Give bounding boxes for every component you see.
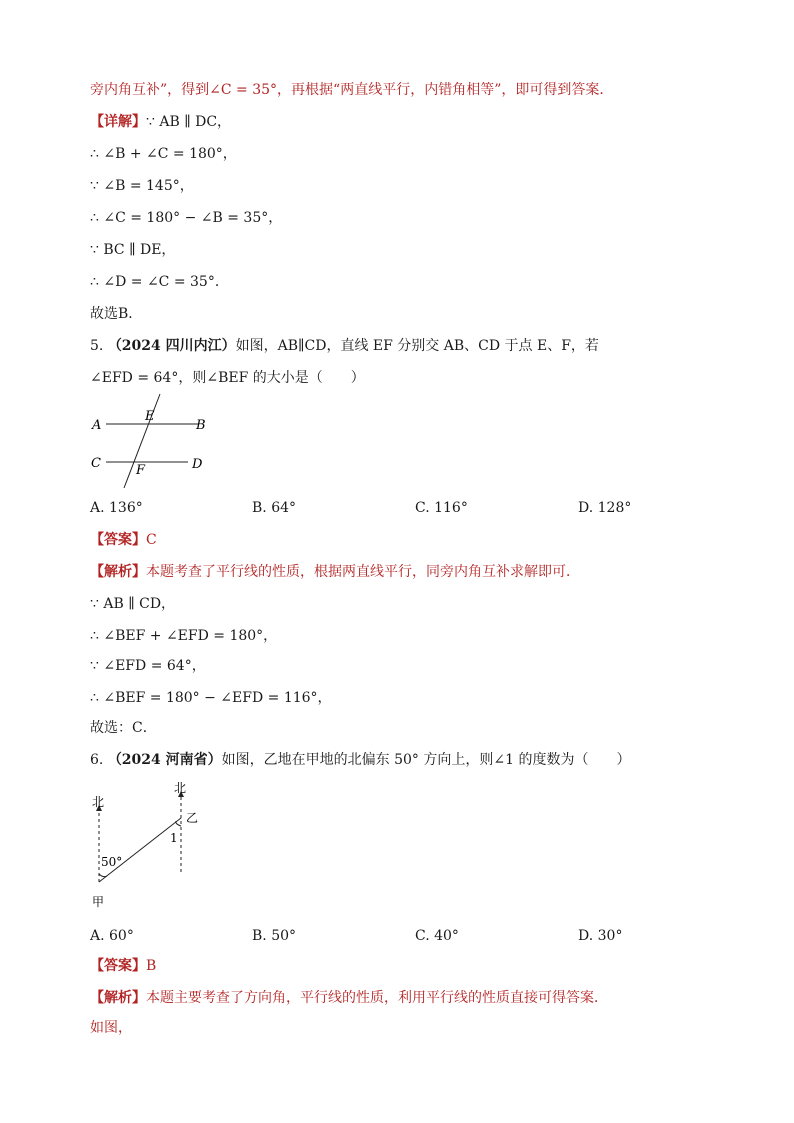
q5-choice-d[interactable]: D. 128° [578, 500, 632, 516]
label-yi: 乙 [186, 811, 199, 825]
q5-step-3: ∵ ∠EFD = 64°， [90, 658, 206, 674]
q6-analysis-label: 【解析】 [90, 990, 146, 1006]
q5-step-4: ∴ ∠BEF = 180° − ∠EFD = 116°， [90, 690, 332, 706]
q5-answer: C [146, 532, 157, 548]
jia-yi-line [99, 818, 181, 882]
q5-analysis-label: 【解析】 [90, 564, 146, 580]
q4-step-2: ∴ ∠B + ∠C = 180°， [90, 146, 237, 162]
q5-stem-1: 如图，AB∥CD，直线 EF 分别交 AB、CD 于点 E、F，若 [235, 338, 599, 354]
q6-number: 6. [90, 752, 104, 768]
q4-step-3: ∵ ∠B = 145°， [90, 178, 194, 194]
label-a: A [92, 418, 102, 433]
q5-conclusion: 故选：C． [90, 720, 157, 736]
q5-choice-c[interactable]: C. 116° [415, 500, 468, 516]
q4-step-1: ∵ AB ∥ DC， [146, 114, 232, 130]
q5-stem-2: ∠EFD = 64°，则∠BEF 的大小是（ ） [90, 370, 365, 386]
q6-choice-d[interactable]: D. 30° [578, 928, 623, 944]
q6-direction-figure [88, 778, 218, 910]
q5-choice-a[interactable]: A. 136° [90, 500, 143, 516]
q6-source: （2024 河南省） [107, 752, 222, 768]
q6-analysis: 本题主要考查了方向角，平行线的性质，利用平行线的性质直接可得答案． [146, 990, 608, 1006]
label-north-2: 北 [174, 781, 187, 795]
q5-number: 5. [90, 338, 104, 354]
q6-stem-line [90, 750, 630, 770]
label-c: C [91, 456, 101, 471]
q4-step-5: ∵ BC ∥ DE， [90, 242, 176, 258]
label-f: F [136, 463, 146, 478]
label-e: E [145, 409, 155, 424]
q5-choice-b[interactable]: B. 64° [252, 500, 297, 516]
q6-choice-b[interactable]: B. 50° [252, 928, 297, 944]
q6-analysis-line [90, 988, 608, 1008]
q6-answer-line [90, 956, 156, 976]
q5-step-2: ∴ ∠BEF + ∠EFD = 180°， [90, 628, 278, 644]
angle-arc-50 [99, 874, 107, 877]
q4-tail-line: 旁内角互补”，得到∠C = 35°，再根据“两直线平行，内错角相等”，即可得到答案． [90, 82, 614, 98]
q5-answer-label: 【答案】 [90, 532, 146, 548]
q6-choice-a[interactable]: A. 60° [90, 928, 134, 944]
q5-stem-line1 [90, 336, 599, 356]
q5-step-1: ∵ AB ∥ CD， [90, 596, 176, 612]
q4-detail-line [90, 112, 231, 132]
q5-answer-line [90, 530, 157, 550]
q4-conclusion: 故选B． [90, 306, 143, 322]
q6-choice-c[interactable]: C. 40° [415, 928, 459, 944]
q5-analysis-line [90, 562, 580, 582]
label-jia: 甲 [92, 895, 105, 909]
label-angle-50: 50° [101, 855, 123, 869]
q4-step-6: ∴ ∠D = ∠C = 35°． [90, 274, 229, 290]
label-b: B [196, 418, 206, 433]
q6-answer-label: 【答案】 [90, 958, 146, 974]
q5-analysis: 本题考查了平行线的性质，根据两直线平行，同旁内角互补求解即可． [146, 564, 580, 580]
q6-stem: 如图，乙地在甲地的北偏东 50° 方向上，则∠1 的度数为（ ） [221, 752, 631, 768]
q6-answer: B [146, 958, 157, 974]
q5-parallel-lines-figure [88, 392, 218, 492]
label-north-1: 北 [92, 795, 105, 809]
q6-tail: 如图， [90, 1020, 132, 1036]
q5-source: （2024 四川内江） [107, 338, 236, 354]
q4-step-4: ∴ ∠C = 180° − ∠B = 35°， [90, 210, 283, 226]
label-angle-1: 1 [170, 831, 178, 845]
q4-detail-label: 【详解】 [90, 114, 146, 130]
label-d: D [192, 457, 203, 472]
